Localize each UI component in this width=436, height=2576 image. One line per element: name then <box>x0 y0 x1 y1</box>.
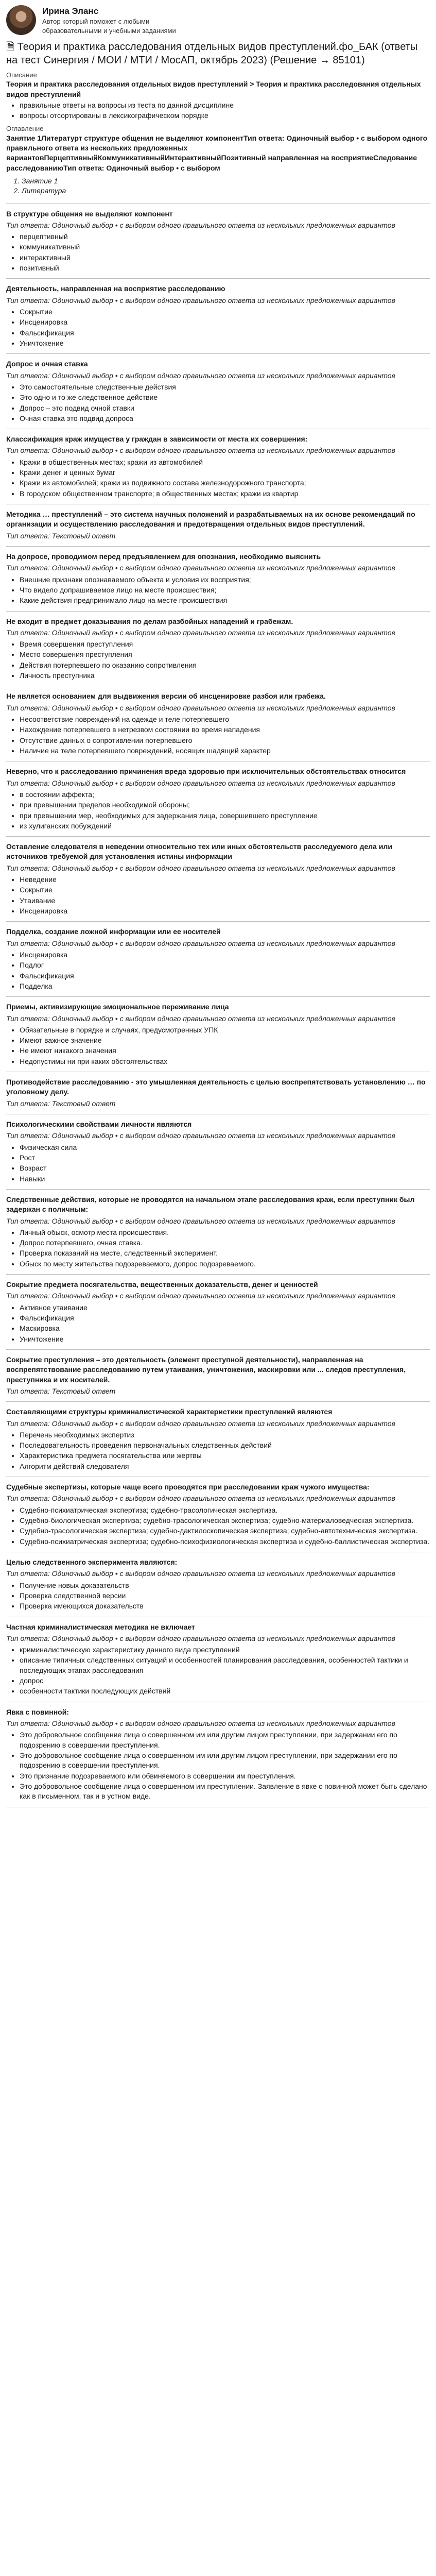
answer-option: • Судебно-трасологическая экспертиза; судебно-дактилоскопическая экспертиза; судебно-автотехническая экспертиза. <box>20 1526 430 1536</box>
question-type-value: Одиночный выбор • с выбором одного правильного ответа из нескольких предложенных вариантов <box>51 1634 395 1642</box>
answer-option: • Это одно и то же следственное действие <box>20 393 430 402</box>
questions-list <box>6 209 430 1807</box>
answer-option: • Инсценировка <box>20 950 430 960</box>
question-type-label: Тип ответа: <box>6 1216 52 1225</box>
question-type-value: Одиночный выбор • с выбором одного правильного ответа из нескольких предложенных вариантов <box>51 939 395 947</box>
question-title: Противодействие расследованию - это умышленная деятельность с целью воспрепятствовать установлению … по уголовному делу. <box>6 1078 426 1096</box>
question-block <box>6 1120 430 1184</box>
question-type <box>6 628 430 638</box>
answer-option: • Кражи из автомобилей; кражи из подвижного состава железнодорожного транспорта; <box>20 478 430 488</box>
question-block <box>6 510 430 541</box>
question-type-label: Тип ответа: <box>6 371 52 380</box>
question-type-value: Текстовый ответ <box>51 1386 116 1395</box>
question-block <box>6 1077 430 1109</box>
question-type-value: Одиночный выбор • с выбором одного правильного ответа из нескольких предложенных вариантов <box>51 628 395 637</box>
answer-option: • Характеристика предмета посягательства или жертвы <box>20 1451 430 1461</box>
answer-option: • Не имеют никакого значения <box>20 1046 430 1056</box>
question-type-label: Тип ответа: <box>6 1634 52 1642</box>
question-title: Следственные действия, которые не проводятся на начальном этапе расследования краж, если преступник был задержан с поличным: <box>6 1195 415 1214</box>
question-type <box>6 1216 430 1226</box>
question-title: Сокрытие преступления – это деятельность (элемент преступной деятельности), направленная на воспрепятствование расследованию путем утаивания, уничтожения, маскировки или ... следов преступления, преступника и их носителей. <box>6 1355 406 1384</box>
question-title: Сокрытие предмета посягательства, вещественных доказательств, денег и ценностей <box>6 1280 318 1289</box>
question-type <box>6 863 430 873</box>
question-type-value: Одиночный выбор • с выбором одного правильного ответа из нескольких предложенных вариантов <box>51 778 395 787</box>
question-type-label: Тип ответа: <box>6 296 52 304</box>
question-type-value: Одиночный выбор • с выбором одного правильного ответа из нескольких предложенных вариантов <box>51 1419 395 1428</box>
answer-option: • Обязательные в порядке и случаях, предусмотренных УПК <box>20 1025 430 1035</box>
question-type-value: Одиночный выбор • с выбором одного правильного ответа из нескольких предложенных вариантов <box>51 296 395 304</box>
answer-option: • Последовательность проведения первоначальных следственных действий <box>20 1440 430 1450</box>
question-type <box>6 1634 430 1643</box>
question-type-value: Одиночный выбор • с выбором одного правильного ответа из нескольких предложенных вариантов <box>51 446 395 455</box>
answer-option: • Возраст <box>20 1163 430 1173</box>
answer-option: • Утаивание <box>20 896 430 906</box>
question-title: На допросе, проводимом перед предъявлением для опознания, необходимо выяснить <box>6 552 321 561</box>
answer-option: • Несоответствие повреждений на одежде и теле потерпевшего <box>20 715 430 724</box>
question-block <box>6 767 430 831</box>
question-type-label: Тип ответа: <box>6 221 52 229</box>
question-type <box>6 939 430 948</box>
question-type <box>6 1131 430 1141</box>
author-info <box>42 5 176 36</box>
question-type-label: Тип ответа: <box>6 1569 52 1578</box>
answer-option: • Допрос потерпевшего, очная ставка. <box>20 1238 430 1248</box>
question-type <box>6 563 430 573</box>
toc-label: Оглавление <box>6 124 44 132</box>
question-title: Подделка, создание ложной информации или ее носителей <box>6 927 221 936</box>
question-title: Классификация краж имущества у граждан в зависимости от места их совершения: <box>6 435 308 444</box>
answer-options <box>6 950 430 991</box>
divider <box>6 1349 430 1350</box>
divider <box>6 996 430 997</box>
answer-options <box>6 639 430 681</box>
answer-option: • Сокрытие <box>20 307 430 317</box>
toc-item[interactable]: 1. Занятие 1 <box>22 176 430 186</box>
question-title: Составляющими структуры криминалистической характеристики преступлений являются <box>6 1408 333 1416</box>
question-title: Целью следственного эксперимента являются: <box>6 1557 178 1566</box>
question-title: Явка с повинной: <box>6 1707 69 1716</box>
question-title: Приемы, активизирующие эмоциональное переживание лица <box>6 1003 229 1011</box>
answer-option: • Что видело допрашиваемое лицо на месте происшествия; <box>20 585 430 595</box>
answer-option: • Очная ставка это подвид допроса <box>20 414 430 423</box>
question-type-value: Текстовый ответ <box>51 531 116 540</box>
question-type-value: Одиночный выбор • с выбором одного правильного ответа из нескольких предложенных вариантов <box>51 564 395 572</box>
answer-option: • Проверка имеющихся доказательств <box>20 1601 430 1611</box>
question-title: Методика … преступлений – это система научных положений и разрабатываемых на их основе рекомендаций по организации и осуществлению расследования и предотвращения отдельных видов преступлений. <box>6 510 415 529</box>
answer-option: • Какие действия предпринимало лицо на месте происшествия <box>20 596 430 605</box>
author-avatar[interactable] <box>6 5 36 35</box>
answer-option: • Инсценировка <box>20 906 430 916</box>
toc-list <box>6 176 430 196</box>
question-block <box>6 1355 430 1396</box>
question-block <box>6 1622 430 1697</box>
answer-option: • Алгоритм действий следователя <box>20 1462 430 1471</box>
question-type-value: Одиночный выбор • с выбором одного правильного ответа из нескольких предложенных вариантов <box>51 1569 395 1578</box>
question-type <box>6 1014 430 1024</box>
divider <box>6 1401 430 1402</box>
question-type <box>6 1494 430 1503</box>
answer-option: • Обыск по месту жительства подозреваемого, допрос подозреваемого. <box>20 1259 430 1269</box>
divider <box>6 353 430 354</box>
question-block <box>6 927 430 991</box>
question-type <box>6 1569 430 1579</box>
answer-option: • Наличие на теле потерпевшего повреждений, носящих шадящий характер <box>20 746 430 756</box>
question-type-label: Тип ответа: <box>6 939 52 947</box>
answer-option: • Личный обыск, осмотр места происшествия. <box>20 1228 430 1238</box>
answer-options <box>6 1505 430 1547</box>
answer-option: • Сокрытие <box>20 885 430 895</box>
answer-option: • при превышении мер, необходимых для задержания лица, совершившего преступление <box>20 811 430 821</box>
question-block <box>6 552 430 606</box>
answer-options <box>6 1730 430 1801</box>
divider <box>6 1274 430 1275</box>
answer-options <box>6 382 430 423</box>
answer-option: • Имеют важное значение <box>20 1036 430 1045</box>
answer-options <box>6 790 430 831</box>
answer-option: • интерактивный <box>20 253 430 263</box>
question-title: Психологическими свойствами личности являются <box>6 1120 192 1129</box>
toc-heading: Занятие 1Литературт структуре общения не выделяют компонентТип ответа: Одиночный выбор • с выбором одного правильного ответа из нескольких предложенных вариантовПерцептивныйКоммуникативныйИнтерактивныйПозитивный направленная на восприятиеСледование расследованиюТип ответа: Одиночный выбор • с выбором <box>6 133 428 172</box>
question-title: В структуре общения не выделяют компонент <box>6 209 173 218</box>
question-type-label: Тип ответа: <box>6 1494 52 1503</box>
question-type <box>6 296 430 306</box>
answer-option: • Это добровольное сообщение лица о совершенном им или другим лицом преступлении, при задержании его по подозрению в совершении преступления. <box>20 1751 430 1771</box>
answer-option: • В городском общественном транспорте; в общественных местах; кражи из квартир <box>20 489 430 499</box>
question-type-value: Одиночный выбор • с выбором одного правильного ответа из нескольких предложенных вариантов <box>51 1216 395 1225</box>
divider <box>6 546 430 547</box>
question-title: Судебные экспертизы, которые чаще всего проводятся при расследовании краж чужого имущества: <box>6 1483 370 1492</box>
answer-option: • Время совершения преступления <box>20 639 430 649</box>
question-block <box>6 209 430 274</box>
answer-options <box>6 307 430 348</box>
answer-options <box>6 457 430 499</box>
question-type <box>6 703 430 713</box>
question-block <box>6 284 430 348</box>
question-block <box>6 617 430 681</box>
question-type-label: Тип ответа: <box>6 1419 52 1428</box>
question-block <box>6 1482 430 1547</box>
question-type <box>6 1719 430 1728</box>
answer-option: • Проверка показаний на месте, следственный эксперимент. <box>20 1248 430 1258</box>
question-title: Оставление следователя в неведении относительно тех или иных обстоятельств расследуемого дела или источников требуемой для установления истины информации <box>6 842 392 861</box>
answer-option: • Судебно-биологическая экспертиза; судебно-трасологическая экспертиза; судебно-материаловедческая экспертиза. <box>20 1516 430 1526</box>
question-title: Деятельность, направленная на восприятие расследованию <box>6 284 225 293</box>
answer-option: • особенности тактики последующих действий <box>20 1686 430 1696</box>
question-type-value: Одиночный выбор • с выбором одного правильного ответа из нескольких предложенных вариантов <box>51 371 395 380</box>
question-type <box>6 446 430 455</box>
answer-option: • Действия потерпевшего по оказанию сопротивления <box>20 660 430 670</box>
question-type-value: Одиночный выбор • с выбором одного правильного ответа из нескольких предложенных вариантов <box>51 221 395 229</box>
answer-option: • Это добровольное сообщение лица о совершенном им преступлении. Заявление в явке с повинной может быть сделано как в письменном, так и в устном виде. <box>20 1782 430 1802</box>
question-type <box>6 221 430 230</box>
question-type-value: Одиночный выбор • с выбором одного правильного ответа из нескольких предложенных вариантов <box>51 1014 395 1023</box>
answer-option: • Инсценировка <box>20 317 430 327</box>
question-type-value: Одиночный выбор • с выбором одного правильного ответа из нескольких предложенных вариантов <box>51 1292 395 1300</box>
question-type-label: Тип ответа: <box>6 1131 52 1140</box>
divider <box>6 278 430 279</box>
question-block <box>6 1557 430 1612</box>
question-title: Не входит в предмет доказывания по делам разбойных нападений и грабежам. <box>6 617 293 625</box>
answer-option: • Фальсификация <box>20 971 430 981</box>
question-type-label: Тип ответа: <box>6 863 52 872</box>
description-list <box>6 100 430 121</box>
answer-option: • Подлог <box>20 960 430 970</box>
question-type <box>6 778 430 788</box>
answer-option: • Неведение <box>20 875 430 885</box>
question-type-label: Тип ответа: <box>6 1014 52 1023</box>
answer-option: • коммуникативный <box>20 242 430 252</box>
answer-option: • Подделка <box>20 981 430 991</box>
divider <box>6 611 430 612</box>
answer-option: • Фальсификация <box>20 1313 430 1323</box>
answer-options <box>6 1143 430 1184</box>
answer-option: • описание типичных следственных ситуаций и особенностей планирования расследования, особенностей тактики и последующих этапах расследования <box>20 1655 430 1675</box>
question-type-label: Тип ответа: <box>6 564 52 572</box>
question-block <box>6 691 430 756</box>
question-type-label: Тип ответа: <box>6 1292 52 1300</box>
answer-option: • Уничтожение <box>20 1334 430 1344</box>
question-type-label: Тип ответа: <box>6 1719 52 1728</box>
document-icon: 🗎 <box>6 41 15 53</box>
question-type-label: Тип ответа: <box>6 778 52 787</box>
answer-options <box>6 715 430 756</box>
answer-option: • Внешние признаки опознаваемого объекта и условия их восприятия; <box>20 575 430 585</box>
question-type-value: Одиночный выбор • с выбором одного правильного ответа из нескольких предложенных вариантов <box>51 703 395 712</box>
answer-option: • Фальсификация <box>20 328 430 338</box>
answer-options <box>6 1645 430 1697</box>
question-type <box>6 1291 430 1301</box>
page-title <box>6 41 430 67</box>
question-block <box>6 1002 430 1066</box>
answer-option: • Судебно-психиатрическая экспертиза; судебно-психофизиологическая экспертиза и судебно-баллистическая экспертиза. <box>20 1537 430 1547</box>
question-title: Не является основанием для выдвижения версии об инсценировке разбоя или грабежа. <box>6 692 326 701</box>
question-block <box>6 359 430 423</box>
answer-option: • Рост <box>20 1153 430 1163</box>
question-title: Частная криминалистическая методика не включает <box>6 1622 195 1631</box>
question-type-value: Текстовый ответ <box>51 1099 116 1108</box>
question-type <box>6 1099 430 1109</box>
answer-options <box>6 1430 430 1471</box>
answer-option: • Кражи в общественных местах; кражи из автомобилей <box>20 457 430 467</box>
question-type-label: Тип ответа: <box>6 1099 52 1108</box>
answer-options <box>6 1228 430 1269</box>
answer-options <box>6 875 430 916</box>
answer-option: • криминалистическую характеристику данного вида преступлений <box>20 1645 430 1655</box>
answer-options <box>6 575 430 606</box>
question-block <box>6 1195 430 1269</box>
answer-option: • Кражи денег и ценных бумаг <box>20 468 430 478</box>
answer-option: • перцептивный <box>20 232 430 242</box>
answer-option: • Навыки <box>20 1174 430 1184</box>
answer-option: • допрос <box>20 1676 430 1686</box>
page-title-text: Теория и практика расследования отдельных видов преступлений.фо_БАК (ответы на тест Синергия / МОИ / МТИ / МосАП, октябрь 2023) (Решение → 85101) <box>6 41 418 66</box>
question-block <box>6 1280 430 1344</box>
answer-option: • Место совершения преступления <box>20 650 430 659</box>
answer-option: • Допрос – это подвид очной ставки <box>20 403 430 413</box>
question-type-value: Одиночный выбор • с выбором одного правильного ответа из нескольких предложенных вариантов <box>51 1494 395 1503</box>
description-label: Описание <box>6 71 37 79</box>
answer-option: • Судебно-психиатрическая экспертиза; судебно-трасологическая экспертиза. <box>20 1505 430 1515</box>
description-bold-text: Теория и практика расследования отдельных видов преступлений > Теория и практика расследования отдельных видов преступлений <box>6 80 421 98</box>
question-type-value: Одиночный выбор • с выбором одного правильного ответа из нескольких предложенных вариантов <box>51 863 395 872</box>
description-item: • правильные ответы на вопросы из теста по данной дисциплине <box>20 100 430 110</box>
answer-option: • Перечень необходимых экспертиз <box>20 1430 430 1440</box>
description-item: • вопросы отсортированы в лексикографическом порядке <box>20 111 430 121</box>
question-title: Неверно, что к расследованию причинения вреда здоровью при исключительных обстоятельствах относится <box>6 767 406 776</box>
question-type-label: Тип ответа: <box>6 531 52 540</box>
answer-options <box>6 1025 430 1066</box>
question-block <box>6 842 430 916</box>
answer-options <box>6 232 430 273</box>
question-type <box>6 371 430 381</box>
answer-option: • Активное утаивание <box>20 1303 430 1313</box>
answer-option: • Нахождение потерпевшего в нетрезвом состоянии во время нападения <box>20 725 430 735</box>
answer-options <box>6 1303 430 1344</box>
question-type <box>6 531 430 541</box>
author-description: Автор который поможет с любыми образовательными и учебными заданиями <box>42 18 176 35</box>
question-block <box>6 434 430 499</box>
answer-option: • Маскировка <box>20 1324 430 1333</box>
question-block <box>6 1407 430 1471</box>
question-type-value: Одиночный выбор • с выбором одного правильного ответа из нескольких предложенных вариантов <box>51 1131 395 1140</box>
question-type-label: Тип ответа: <box>6 1386 52 1395</box>
answer-option: • Это признание подозреваемого или обвиняемого в совершении им преступления. <box>20 1771 430 1781</box>
question-type-value: Одиночный выбор • с выбором одного правильного ответа из нескольких предложенных вариантов <box>51 1719 395 1728</box>
answer-option: • Отсутствие данных о сопротивлении потерпевшего <box>20 736 430 745</box>
divider <box>6 921 430 922</box>
toc-item[interactable]: 2. Литература <box>22 186 430 196</box>
answer-option: • Личность преступника <box>20 671 430 681</box>
divider <box>6 836 430 837</box>
answer-option: • позитивный <box>20 263 430 273</box>
answer-option: • из хулиганских побуждений <box>20 821 430 831</box>
question-type <box>6 1386 430 1396</box>
question-type <box>6 1419 430 1429</box>
answer-option: • Физическая сила <box>20 1143 430 1153</box>
answer-option: • Это добровольное сообщение лица о совершенном им или другим лицом преступлении, при задержании его по подозрению в совершении преступления. <box>20 1730 430 1750</box>
question-type-label: Тип ответа: <box>6 703 52 712</box>
question-title: Допрос и очная ставка <box>6 360 88 368</box>
answer-options <box>6 1581 430 1612</box>
question-block <box>6 1707 430 1802</box>
answer-option: • Это самостоятельные следственные действия <box>20 382 430 392</box>
question-type-label: Тип ответа: <box>6 446 52 455</box>
answer-option: • при превышении пределов необходимой обороны; <box>20 800 430 810</box>
answer-option: • в состоянии аффекта; <box>20 790 430 800</box>
answer-option: • Получение новых доказательств <box>20 1581 430 1590</box>
divider <box>6 1189 430 1190</box>
answer-option: • Уничтожение <box>20 338 430 348</box>
question-type-label: Тип ответа: <box>6 628 52 637</box>
answer-option: • Недопустимы ни при каких обстоятельствах <box>20 1057 430 1066</box>
author-block <box>6 5 430 36</box>
author-name[interactable]: Ирина Эланс <box>42 6 99 16</box>
answer-option: • Проверка следственной версии <box>20 1591 430 1601</box>
